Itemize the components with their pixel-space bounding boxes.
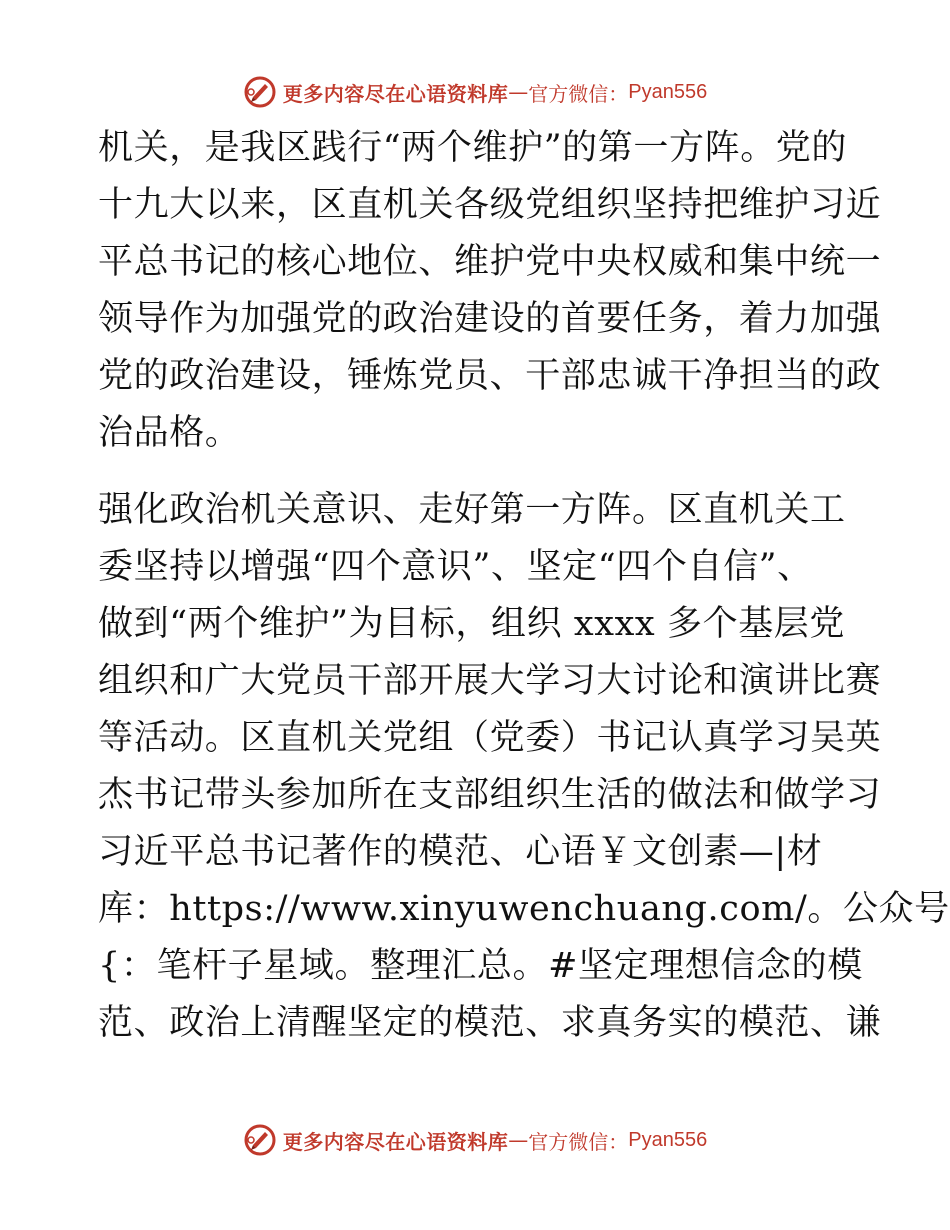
text-line: 做到“两个维护”为目标，组织 xxxx 多个基层党 xyxy=(98,604,845,644)
header-separator: — xyxy=(508,80,529,104)
text-line: 杰书记带头参加所在支部组织生活的做法和做学习 xyxy=(98,775,882,815)
paragraph-2 xyxy=(98,482,950,1052)
footer-site-text: 更多内容尽在心语资料库 xyxy=(282,1129,509,1154)
header-contact-label: 官方微信： xyxy=(528,81,629,106)
text-line: 等活动。区直机关党组（党委）书记认真学习吴英 xyxy=(98,718,882,758)
text-line: 委坚持以增强“四个意识”、坚定“四个自信”、 xyxy=(98,547,813,587)
logo-icon xyxy=(243,1123,277,1157)
header-banner xyxy=(0,72,950,112)
text-line: 库：https://www.xinyuwenchuang.com/。公众号 xyxy=(98,889,950,929)
text-line: 治品格。 xyxy=(98,413,241,453)
header-site-text: 更多内容尽在心语资料库 xyxy=(282,81,509,106)
text-line: 习近平总书记著作的模范、心语￥文创素—|材 xyxy=(98,832,823,872)
text-line: 十九大以来，区直机关各级党组织坚持把维护习近 xyxy=(98,185,882,225)
footer-contact-id: Pyan556 xyxy=(628,1128,708,1151)
footer-contact-label: 官方微信： xyxy=(528,1129,629,1154)
text-line: 机关，是我区践行“两个维护”的第一方阵。党的 xyxy=(98,128,847,168)
text-line: 平总书记的核心地位、维护党中央权威和集中统一 xyxy=(98,242,882,282)
text-line: 党的政治建设，锤炼党员、干部忠诚干净担当的政 xyxy=(98,356,882,396)
text-line: 强化政治机关意识、走好第一方阵。区直机关工 xyxy=(98,490,846,530)
paragraph-1 xyxy=(98,120,882,462)
footer-separator: — xyxy=(508,1128,529,1152)
text-line: 范、政治上清醒坚定的模范、求真务实的模范、谦 xyxy=(98,1003,882,1043)
document-body xyxy=(98,120,950,1052)
text-line: 领导作为加强党的政治建设的首要任务，着力加强 xyxy=(98,299,882,339)
text-line: {：笔杆子星域。整理汇总。#坚定理想信念的模 xyxy=(98,946,863,986)
footer-banner xyxy=(0,1120,950,1160)
header-contact-id: Pyan556 xyxy=(628,80,708,103)
text-line: 组织和广大党员干部开展大学习大讨论和演讲比赛 xyxy=(98,661,882,701)
logo-icon xyxy=(243,75,277,109)
